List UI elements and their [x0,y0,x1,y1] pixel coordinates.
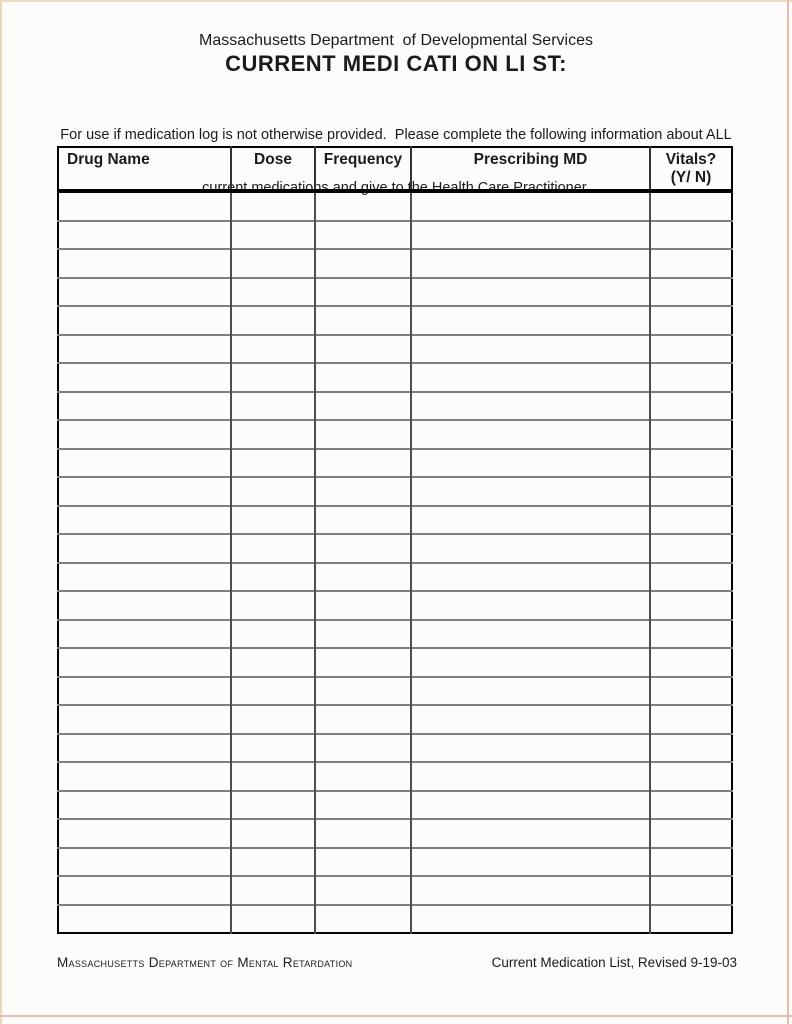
table-cell [315,677,411,706]
table-cell [650,791,732,820]
table-cell [411,363,650,392]
header-label: Frequency [323,151,403,168]
table-cell [315,477,411,506]
intro-line-2: current medications and give to the Health Care Practitioner. [202,179,590,196]
table-cell [58,534,231,563]
table-header [58,147,732,191]
table-row [58,819,732,848]
table-cell [650,191,732,221]
table-cell [650,278,732,307]
table-cell [650,306,732,335]
table-cell [231,249,315,278]
table-cell [650,221,732,250]
table-cell [58,677,231,706]
table-cell [411,591,650,620]
table-cell [58,363,231,392]
header-label: Vitals? [665,151,717,168]
table-cell [411,449,650,478]
table-cell [231,392,315,421]
table-cell [315,534,411,563]
table-cell [231,477,315,506]
table-header-row [58,147,732,191]
table-cell [315,563,411,592]
table-cell [411,848,650,877]
table-row [58,335,732,364]
table-cell [315,420,411,449]
table-cell [231,221,315,250]
table-cell [315,449,411,478]
table-row [58,449,732,478]
table-cell [650,591,732,620]
table-cell [650,534,732,563]
table-cell [231,420,315,449]
table-row [58,191,732,221]
table-cell [58,335,231,364]
table-cell [411,477,650,506]
table-cell [231,363,315,392]
table-cell [411,534,650,563]
page-title: CURRENT MEDI CATI ON LI ST: [225,51,567,76]
table-cell [58,591,231,620]
table-cell [411,278,650,307]
table-row [58,876,732,905]
table-cell [411,705,650,734]
table-cell [231,335,315,364]
table-cell [231,848,315,877]
table-cell [411,221,650,250]
table-cell [58,762,231,791]
table-cell [650,620,732,649]
footer-revision: Current Medication List, Revised 9-19-03 [491,955,737,970]
table-cell [411,620,650,649]
header-drug-name [58,147,231,191]
table-cell [231,620,315,649]
table-cell [315,620,411,649]
table-cell [58,819,231,848]
table-cell [411,506,650,535]
medication-table [57,146,733,934]
table-cell [231,306,315,335]
table-row [58,420,732,449]
table-cell [650,449,732,478]
table-cell [315,734,411,763]
table-cell [650,677,732,706]
table-cell [231,534,315,563]
table-cell [650,734,732,763]
table-cell [58,791,231,820]
header-sublabel: (Y/ N) [670,169,712,186]
table-cell [411,905,650,934]
table-cell [58,477,231,506]
table-cell [58,876,231,905]
table-cell [58,506,231,535]
table-cell [231,278,315,307]
table-row [58,591,732,620]
table-cell [650,249,732,278]
scan-edge-top [0,0,792,2]
table-cell [411,335,650,364]
table-cell [411,563,650,592]
table-cell [315,306,411,335]
table-row [58,734,732,763]
table-row [58,620,732,649]
table-cell [58,249,231,278]
table-cell [231,876,315,905]
table-cell [58,392,231,421]
table-row [58,677,732,706]
table-cell [650,905,732,934]
footer-agency: Massachusetts Department of Mental Retardation [57,955,353,970]
table-cell [58,620,231,649]
table-cell [231,905,315,934]
table-cell [650,876,732,905]
table-cell [315,819,411,848]
header-frequency [315,147,411,191]
table-cell [231,449,315,478]
org-name: Massachusetts Department of Developmental Services [199,32,593,49]
header-label: Prescribing MD [473,151,588,168]
table-row [58,905,732,934]
table-row [58,648,732,677]
table-cell [58,420,231,449]
table-cell [315,762,411,791]
table-row [58,506,732,535]
table-cell [315,705,411,734]
table-cell [58,191,231,221]
table-row [58,791,732,820]
table-cell [58,449,231,478]
table-cell [231,191,315,221]
table-cell [315,591,411,620]
table-cell [315,335,411,364]
table-cell [231,819,315,848]
header-label: Dose [254,151,292,168]
table-cell [650,762,732,791]
table-cell [315,278,411,307]
table-cell [315,191,411,221]
table-cell [650,420,732,449]
table-row [58,762,732,791]
table-cell [58,306,231,335]
table-cell [231,648,315,677]
table-row [58,306,732,335]
table-row [58,278,732,307]
intro-line-1: For use if medication log is not otherwise provided. Please complete the following information about ALL [60,127,732,143]
table-cell [411,249,650,278]
table-cell [58,563,231,592]
med-table-body [58,191,732,933]
header-label: Drug Name [67,151,150,168]
table-cell [650,705,732,734]
table-cell [231,791,315,820]
table-cell [231,506,315,535]
table-cell [411,734,650,763]
table-cell [231,705,315,734]
table-row [58,848,732,877]
table-cell [411,306,650,335]
table-cell [650,477,732,506]
table-cell [650,563,732,592]
table-cell [411,392,650,421]
table-cell [315,392,411,421]
table-cell [231,591,315,620]
table-cell [58,221,231,250]
table-cell [411,819,650,848]
table-cell [650,648,732,677]
header-vitals [650,147,732,191]
table-cell [650,335,732,364]
header-prescribing-md [411,147,650,191]
table-cell [411,876,650,905]
table-cell [650,819,732,848]
table-cell [58,705,231,734]
table-cell [411,420,650,449]
table-row [58,392,732,421]
table-row [58,534,732,563]
page-footer [57,955,737,970]
table-cell [58,848,231,877]
table-row [58,249,732,278]
table-cell [315,363,411,392]
table-row [58,477,732,506]
table-cell [411,648,650,677]
table-cell [231,563,315,592]
table-cell [411,191,650,221]
table-cell [231,677,315,706]
table-cell [231,762,315,791]
scan-edge-bottom [0,1015,792,1017]
table-cell [411,677,650,706]
table-cell [315,876,411,905]
table-row [58,563,732,592]
table-cell [650,392,732,421]
table-cell [58,278,231,307]
table-cell [58,648,231,677]
table-cell [411,791,650,820]
table-cell [315,506,411,535]
table-row [58,705,732,734]
table-cell [58,905,231,934]
table-row [58,221,732,250]
table-cell [315,221,411,250]
table-cell [315,905,411,934]
table-cell [650,506,732,535]
table-cell [315,249,411,278]
table-cell [650,363,732,392]
table-cell [315,648,411,677]
table-cell [58,734,231,763]
table-row [58,363,732,392]
table-cell [315,848,411,877]
table-cell [231,734,315,763]
table-cell [650,848,732,877]
table-cell [411,762,650,791]
header-dose [231,147,315,191]
table-cell [315,791,411,820]
